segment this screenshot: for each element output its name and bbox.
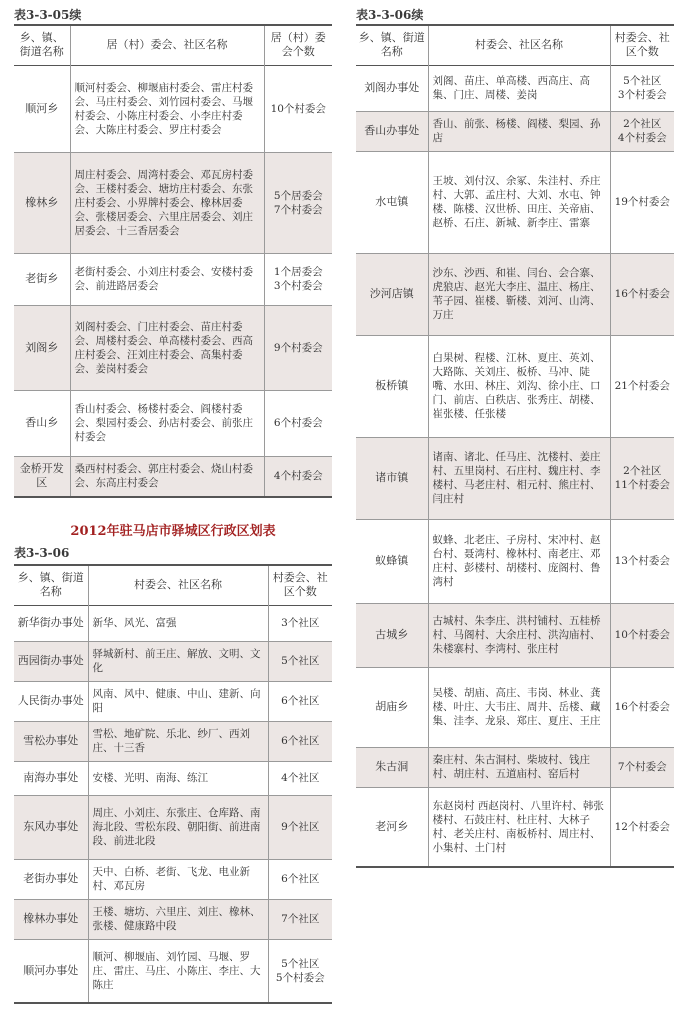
row-count: 16个村委会 [610, 667, 674, 747]
header-name: 乡、镇、街道名称 [358, 31, 425, 59]
table-row [356, 253, 674, 335]
table-row [14, 253, 332, 305]
table-row [356, 667, 674, 747]
row-name: 老河乡 [375, 819, 409, 833]
row-count: 2个社区 11个村委会 [610, 437, 674, 519]
table-row [356, 437, 674, 519]
row-name: 雪松办事处 [23, 734, 79, 747]
table-b [14, 564, 332, 1004]
row-name: 胡庙乡 [375, 700, 409, 713]
row-list: 王楼、塘坊、六里庄、刘庄、橡林、张楼、健康路中段 [88, 899, 268, 939]
row-count: 10个村委会 [264, 65, 332, 152]
row-count: 21个村委会 [610, 335, 674, 437]
row-name: 顺河乡 [25, 101, 59, 115]
table-row [356, 65, 674, 111]
table-row [356, 519, 674, 603]
row-list: 周庄村委会、周湾村委会、邓瓦房村委会、王楼村委会、塘坊庄村委会、东张庄村委会、小界牌村委会、橡林居委会、张楼居委会、六里庄居委会、刘庄居委会、十三香居委会 [70, 152, 264, 253]
row-name: 西园街办事处 [17, 654, 84, 667]
row-name: 刘阁乡 [25, 340, 59, 354]
row-name: 老街办事处 [23, 872, 79, 885]
row-name: 老街乡 [25, 272, 59, 285]
table-c-header-row [356, 25, 674, 65]
table-b-header-row [14, 565, 332, 605]
row-name: 诸市镇 [375, 471, 409, 484]
row-count: 13个村委会 [610, 519, 674, 603]
table-row [14, 859, 332, 899]
row-list: 沙东、沙西、和崔、闫台、会合寨、虎狼店、赵光大李庄、温庄、杨庄、苇子园、崔楼、靳楼、刘河、山湾、万庄 [428, 253, 610, 335]
table-a-header-row [14, 25, 332, 65]
row-list: 刘阁村委会、门庄村委会、苗庄村委会、周楼村委会、单高楼村委会、西高庄村委会、汪刘庄村委会、高集村委会、姜岗村委会 [70, 305, 264, 390]
row-name: 沙河店镇 [369, 287, 414, 300]
row-name: 板桥镇 [375, 379, 409, 392]
row-list: 顺河村委会、柳堰庙村委会、雷庄村委会、马庄村委会、刘竹园村委会、马堰村委会、小陈庄村委会、小李庄村委会、大陈庄村委会、罗庄村委会 [70, 65, 264, 152]
header-list: 村委会、社区名称 [428, 25, 610, 65]
header-count: 村委会、社区个数 [610, 25, 674, 65]
table-row [356, 335, 674, 437]
row-name: 金桥开发区 [19, 462, 64, 490]
row-list: 新华、风光、富强 [88, 605, 268, 641]
row-count: 6个社区 [268, 859, 332, 899]
table-row [14, 605, 332, 641]
row-list: 驿城新村、前王庄、解放、文明、文化 [88, 641, 268, 681]
header-count: 村委会、社区个数 [268, 565, 332, 605]
row-name: 水屯镇 [375, 195, 409, 208]
center-title: 2012年驻马店市驿城区行政区划表 [70, 524, 276, 539]
row-count: 7个村委会 [610, 747, 674, 787]
row-list: 老街村委会、小刘庄村委会、安楼村委会、前进路居委会 [70, 253, 264, 305]
row-list: 东赵岗村 西赵岗村、八里许村、韩张楼村、石鼓庄村、杜庄村、大林子村、老关庄村、南板桥村、周庄村、小集村、土门村 [428, 787, 610, 867]
row-list: 香山、前张、杨楼、阎楼、梨园、孙店 [428, 111, 610, 151]
table-row [14, 305, 332, 390]
table-row [14, 795, 332, 859]
row-name: 蚁蜂镇 [375, 554, 409, 567]
row-count: 3个社区 [268, 605, 332, 641]
table-a-label: 表3-3-05续 [14, 8, 82, 22]
table-row [14, 721, 332, 761]
row-name: 古城乡 [375, 628, 409, 641]
row-list: 王坡、刘付汉、余冢、朱洼村、乔庄村、大郭、孟庄村、大刘、水屯、钟楼、陈楼、汉世桥、田庄、关帝庙、赵桥、石庄、新城、新李庄、雷寨 [428, 151, 610, 253]
row-list: 秦庄村、朱古洞村、柴坡村、钱庄村、胡庄村、五道庙村、窑后村 [428, 747, 610, 787]
row-list: 雪松、地矿院、乐北、纱厂、西刘庄、十三香 [88, 721, 268, 761]
table-row [356, 151, 674, 253]
table-row [14, 899, 332, 939]
row-list: 风南、风中、健康、中山、建新、向阳 [88, 681, 268, 721]
table-row [356, 787, 674, 867]
row-count: 6个社区 [268, 721, 332, 761]
table-row [14, 641, 332, 681]
header-list: 村委会、社区名称 [88, 565, 268, 605]
row-name: 东风办事处 [23, 820, 79, 833]
table-b-label: 表3-3-06 [14, 546, 70, 560]
header-name: 乡、镇、街道名称 [19, 31, 64, 59]
row-count: 9个社区 [268, 795, 332, 859]
row-list: 香山村委会、杨楼村委会、阎楼村委会、梨园村委会、孙店村委会、前张庄村委会 [70, 390, 264, 456]
row-count: 9个村委会 [264, 305, 332, 390]
row-count: 12个村委会 [610, 787, 674, 867]
row-count: 19个村委会 [610, 151, 674, 253]
header-list: 居（村）委会、社区名称 [70, 25, 264, 65]
row-count: 4个社区 [268, 761, 332, 795]
row-list: 天中、白桥、老街、飞龙、电业新村、邓瓦房 [88, 859, 268, 899]
table-row [14, 65, 332, 152]
row-list: 古城村、朱李庄、洪村铺村、五桂桥村、马阁村、大余庄村、洪沟庙村、朱楼寨村、李湾村、张庄村 [428, 603, 610, 667]
header-count: 居（村）委会个数 [264, 25, 332, 65]
row-count: 5个居委会 7个村委会 [264, 152, 332, 253]
row-count: 5个社区 3个村委会 [610, 65, 674, 111]
row-count: 5个社区 5个村委会 [268, 939, 332, 1003]
row-name: 朱古洞 [375, 760, 409, 773]
table-row [14, 152, 332, 253]
row-name: 刘阁办事处 [364, 81, 420, 94]
row-list: 顺河、柳堰庙、刘竹园、马堰、罗庄、雷庄、马庄、小陈庄、李庄、大陈庄 [88, 939, 268, 1003]
row-list: 吴楼、胡庙、高庄、韦岗、林业、龚楼、叶庄、大韦庄、周井、岳楼、藏集、洼李、龙泉、郑庄、夏庄、王庄 [428, 667, 610, 747]
row-name: 新华街办事处 [17, 616, 84, 629]
row-list: 白果树、程楼、江林、夏庄、英刘、大路陈、关刘庄、板桥、马冲、陡嘴、水田、林庄、刘沟、徐小庄、口门、前店、白秩店、张秀庄、胡楼、崔张楼、任张楼 [428, 335, 610, 437]
row-count: 7个社区 [268, 899, 332, 939]
row-count: 4个村委会 [264, 456, 332, 497]
row-name: 顺河办事处 [23, 963, 79, 977]
row-list: 桑西村村委会、郭庄村委会、烧山村委会、东高庄村委会 [70, 456, 264, 497]
row-count: 6个社区 [268, 681, 332, 721]
table-c [356, 24, 674, 868]
table-row [14, 939, 332, 1003]
table-row [14, 390, 332, 456]
table-row [14, 761, 332, 795]
row-count: 10个村委会 [610, 603, 674, 667]
table-c-label: 表3-3-06续 [356, 8, 424, 22]
row-name: 香山办事处 [364, 124, 420, 137]
row-name: 人民街办事处 [17, 694, 84, 707]
row-count: 16个村委会 [610, 253, 674, 335]
table-row [356, 747, 674, 787]
table-a [14, 24, 332, 498]
row-name: 橡林办事处 [23, 912, 79, 925]
row-count: 1个居委会 3个村委会 [264, 253, 332, 305]
row-name: 橡林乡 [25, 195, 59, 209]
table-row [356, 111, 674, 151]
row-list: 安楼、光明、南海、练江 [88, 761, 268, 795]
row-count: 6个村委会 [264, 390, 332, 456]
row-list: 周庄、小刘庄、东张庄、仓库路、南海北段、雪松东段、朝阳街、前进南段、前进北段 [88, 795, 268, 859]
row-list: 刘阁、苗庄、单高楼、西高庄、高集、门庄、周楼、姜岗 [428, 65, 610, 111]
row-list: 蚁蜂、北老庄、子房村、宋冲村、赵台村、聂湾村、橡林村、南老庄、邓庄村、彭楼村、胡楼村、庞阁村、鲁湾村 [428, 519, 610, 603]
header-name: 乡、镇、街道名称 [17, 571, 84, 599]
row-count: 5个社区 [268, 641, 332, 681]
row-list: 诸南、诸北、任马庄、沈楼村、姜庄村、五里岗村、石庄村、魏庄村、李楼村、马老庄村、相元村、熊庄村、闫庄村 [428, 437, 610, 519]
table-row [356, 603, 674, 667]
row-name: 香山乡 [25, 416, 59, 429]
row-count: 2个社区 4个村委会 [610, 111, 674, 151]
table-row [14, 681, 332, 721]
row-name: 南海办事处 [23, 771, 79, 784]
table-row [14, 456, 332, 497]
